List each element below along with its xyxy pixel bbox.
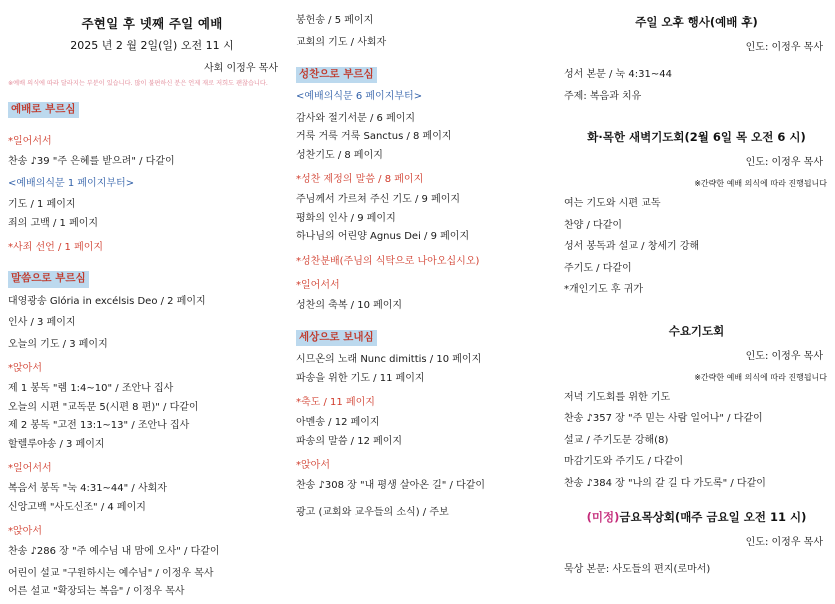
event-leader-friday-meditation: 인도: 이정우 목사 xyxy=(745,537,823,548)
rubric-stand-2: *일어서서 xyxy=(8,463,52,475)
order-item: 제 2 봉독 "고전 13:1~13" / 조안나 집사 xyxy=(8,420,190,432)
section-heading-call-to-worship: 예배로 부르심 xyxy=(8,102,79,118)
event-item: 찬송 ♪384 장 "나의 갈 길 다 가도록" / 다같이 xyxy=(564,477,766,489)
event-item: 설교 / 주기도문 강해(8) xyxy=(564,434,669,446)
event-title-sunday-afternoon: 주일 오후 행사(예배 후) xyxy=(635,15,758,29)
order-item: 제 1 봉독 "렘 1:4~10" / 조안나 집사 xyxy=(8,383,174,395)
order-item: 시므온의 노래 Nunc dimittis / 10 페이지 xyxy=(296,354,482,366)
event-title-dawn-prayer: 화·목한 새벽기도회(2월 6일 목 오전 6 시) xyxy=(587,130,806,144)
event-item: 마감기도와 주기도 / 다같이 xyxy=(564,456,684,467)
order-item: 어린이 설교 "구원하시는 예수님" / 이정우 목사 xyxy=(8,567,214,579)
event-item: *개인기도 후 귀가 xyxy=(564,284,643,295)
order-item: 복음서 봉독 "눅 4:31~44" / 사회자 xyxy=(8,483,167,495)
page-title: 주현일 후 넷째 주일 예배 xyxy=(81,16,223,31)
order-item: 아멘송 / 12 페이지 xyxy=(296,417,380,429)
order-item: 기도 / 1 페이지 xyxy=(8,199,76,211)
event-note-wednesday-prayer: ※간략한 예배 의식에 따라 진행됩니다 xyxy=(694,372,827,382)
event-item: 묵상 본문: 사도들의 편지(로마서) xyxy=(564,564,711,575)
rubric-words-of-institution: *성찬 제정의 말씀 / 8 페이지 xyxy=(296,174,424,186)
order-item: 교회의 기도 / 사회자 xyxy=(296,36,387,48)
order-item: 대영광송 Glória in excélsis Deo / 2 페이지 xyxy=(8,295,206,307)
event-item: 찬송 ♪357 장 "주 믿는 사람 일어나" / 다같이 xyxy=(564,413,763,424)
event-leader-sunday-afternoon: 인도: 이정우 목사 xyxy=(745,42,823,53)
rubric-absolution: *사죄 선언 / 1 페이지 xyxy=(8,242,104,254)
service-leader: 사회 이정우 목사 xyxy=(204,63,278,74)
event-item: 주기도 / 다같이 xyxy=(564,262,632,274)
event-leader-wednesday-prayer: 인도: 이정우 목사 xyxy=(745,350,823,362)
order-item: 하나님의 어린양 Agnus Dei / 9 페이지 xyxy=(296,231,470,243)
event-item: 여는 기도와 시편 교독 xyxy=(564,198,661,209)
hymn-39: 찬송 ♪39 "주 은혜를 받으려" / 다같이 xyxy=(8,156,175,168)
event-note-dawn-prayer: ※간략한 예배 의식에 따라 진행됩니다 xyxy=(694,179,827,188)
event-leader-dawn-prayer: 인도: 이정우 목사 xyxy=(745,157,823,168)
order-item: 평화의 인사 / 9 페이지 xyxy=(296,212,396,224)
service-footnote: ※예배 의식에 따라 달라지는 부분이 있습니다. 많이 불편하신 분은 언제 재로 저희도 괜찮습니다. xyxy=(8,80,268,87)
event-title-friday-meditation xyxy=(564,509,829,525)
column-right xyxy=(564,0,829,585)
event-title-text: 금요목상회(매주 금요일 오전 11 시) xyxy=(619,510,807,524)
event-status-tbd: (미정) xyxy=(586,510,620,524)
order-item: 성찬기도 / 8 페이지 xyxy=(296,149,383,161)
order-item: 주님께서 가르쳐 주신 기도 / 9 페이지 xyxy=(296,194,461,206)
announcement-item: 광고 (교회와 교우들의 소식) / 주보 xyxy=(296,506,449,518)
event-item: 저녁 기도회를 위한 기도 xyxy=(564,391,671,403)
liturgy-reference-1: <예배의식문 1 페이지부터> xyxy=(8,177,135,189)
section-heading-word: 말씀으로 부르심 xyxy=(8,271,89,287)
event-item: 성서 본문 / 눅 4:31~44 xyxy=(564,69,672,80)
order-item: 오늘의 시편 "교독문 5(시편 8 편)" / 다같이 xyxy=(8,401,199,413)
order-item: 신앙고백 "사도신조" / 4 페이지 xyxy=(8,501,146,513)
rubric-distribution: *성찬분배(주님의 식탁으로 나아오십시오) xyxy=(296,255,480,267)
hymn-308: 찬송 ♪308 장 "내 평생 살아온 길" / 다같이 xyxy=(296,480,486,492)
column-middle xyxy=(296,0,564,527)
order-item: 봉헌송 / 5 페이지 xyxy=(296,15,374,26)
order-item: 거룩 거룩 거룩 Sanctus / 8 페이지 xyxy=(296,131,452,143)
order-item: 어른 설교 "확장되는 복음" / 이정우 목사 xyxy=(8,586,185,598)
section-heading-sending: 세상으로 보내심 xyxy=(296,330,377,346)
order-item: 파송을 위한 기도 / 11 페이지 xyxy=(296,372,425,384)
rubric-stand-3: *일어서서 xyxy=(296,279,340,291)
hymn-286: 찬송 ♪286 장 "주 예수님 내 맘에 오사" / 다같이 xyxy=(8,546,220,558)
column-left xyxy=(8,0,296,604)
rubric-sit-3: *앉아서 xyxy=(296,460,330,472)
order-item: 오늘의 기도 / 3 페이지 xyxy=(8,338,108,350)
service-datetime: 2025 년 2 월 2일(일) 오전 11 시 xyxy=(70,39,234,52)
event-title-wednesday-prayer: 수요기도회 xyxy=(668,323,725,338)
order-item: 감사와 절기서문 / 6 페이지 xyxy=(296,112,416,124)
rubric-benediction: *축도 / 11 페이지 xyxy=(296,397,375,409)
order-item: 인사 / 3 페이지 xyxy=(8,317,76,329)
order-item: 죄의 고백 / 1 페이지 xyxy=(8,217,99,229)
rubric-sit-2: *앉아서 xyxy=(8,526,42,538)
event-item: 성서 봉독과 설교 / 창세기 강해 xyxy=(564,241,700,252)
order-item: 파송의 말씀 / 12 페이지 xyxy=(296,435,403,447)
rubric-stand-1: *일어서서 xyxy=(8,136,52,148)
event-item: 주제: 복음과 치유 xyxy=(564,90,642,102)
liturgy-reference-2: <예배의식문 6 페이지부터> xyxy=(296,91,423,103)
event-item: 찬양 / 다같이 xyxy=(564,219,623,231)
order-item: 성찬의 축복 / 10 페이지 xyxy=(296,299,403,311)
order-item: 할렐루야송 / 3 페이지 xyxy=(8,438,105,450)
section-heading-communion: 성찬으로 부르심 xyxy=(296,67,377,83)
rubric-sit-1: *앉아서 xyxy=(8,363,42,375)
